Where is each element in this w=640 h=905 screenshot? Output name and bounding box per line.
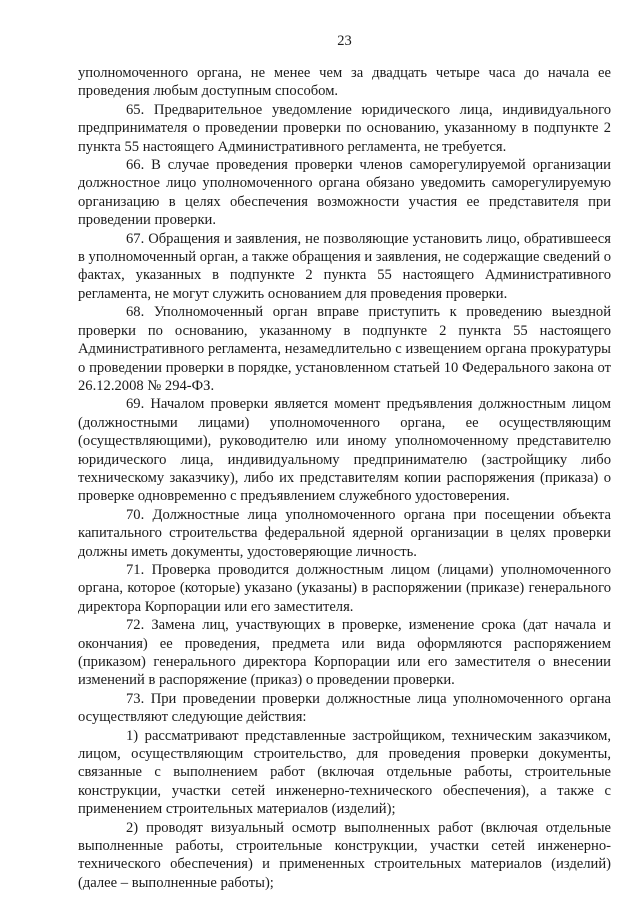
paragraph-69: 69. Началом проверки является момент предъявления должностным лицом (должностными лицами) уполномоченного органа, ее осуществляющим (осуществляющими), руководителю или иному уполномоченному представителю юридического лица, индивидуальному предпринимателю (застройщику либо техническому заказчику), либо их представителям копии распоряжения (приказа) о проверке одновременно с предъявлением служебного удостоверения. <box>78 396 611 505</box>
page-number: 23 <box>337 33 352 49</box>
paragraph-73-item-1: 1) рассматривают представленные застройщиком, техническим заказчиком, лицом, осуществляющим строительство, для проведения проверки документы, связанные с выполнением работ (включая отдельные работы, строительные конструкции, участки сетей инженерно-технического обеспечения), а также с применением строительных материалов (изделий); <box>78 727 611 818</box>
paragraph-67: 67. Обращения и заявления, не позволяющие установить лицо, обратившееся в уполномоченный орган, а также обращения и заявления, не содержащие сведений о фактах, указанных в подпункте 2 пункта 55 настоящего Административного регламента, не могут служить основанием для проведения проверки. <box>78 230 611 302</box>
paragraph-73: 73. При проведении проверки должностные лица уполномоченного органа осуществляют следующие действия: <box>78 690 611 726</box>
paragraph-66: 66. В случае проведения проверки членов саморегулируемой организации должностное лицо уполномоченного органа обязано уведомить саморегулируемую организацию в целях обеспечения возможности участия ее представителя при проведении проверки. <box>78 157 611 229</box>
paragraph-70: 70. Должностные лица уполномоченного органа при посещении объекта капитального строительства федеральной ядерной организации в целях проверки должны иметь документы, удостоверяющие личность. <box>78 506 611 560</box>
paragraph-73-item-2: 2) проводят визуальный осмотр выполненных работ (включая отдельные выполненные работы, строительные конструкции, участки сетей инженерно-технического обеспечения) и примененных строительных материалов (изделий) (далее – выполненные работы); <box>78 819 611 891</box>
paragraph-65: 65. Предварительное уведомление юридического лица, индивидуального предпринимателя о проведении проверки по основанию, указанному в подпункте 2 пункта 55 настоящего Административного регламента, не требуется. <box>78 101 611 155</box>
paragraph-71: 71. Проверка проводится должностным лицом (лицами) уполномоченного органа, которое (которые) указано (указаны) в распоряжении (приказе) генерального директора Корпорации или его заместителя. <box>78 561 611 615</box>
paragraph-72: 72. Замена лиц, участвующих в проверке, изменение срока (дат начала и окончания) ее проведения, предмета или вида оформляются распоряжением (приказом) генерального директора Корпорации или его заместителя о внесении изменений в распоряжение (приказ) о проведении проверки. <box>78 617 611 689</box>
paragraph-continuation: уполномоченного органа, не менее чем за двадцать четыре часа до начала ее проведения любым доступным способом. <box>78 65 611 100</box>
paragraph-68: 68. Уполномоченный орган вправе приступить к проведению выездной проверки по основанию, указанному в подпункте 2 пункта 55 настоящего Административного регламента, незамедлительно с извещением органа прокуратуры о проведении проверки в порядке, установленном статьей 10 Федерального закона от 26.12.2008 № 294-ФЗ. <box>78 304 611 394</box>
document-body <box>78 64 611 892</box>
